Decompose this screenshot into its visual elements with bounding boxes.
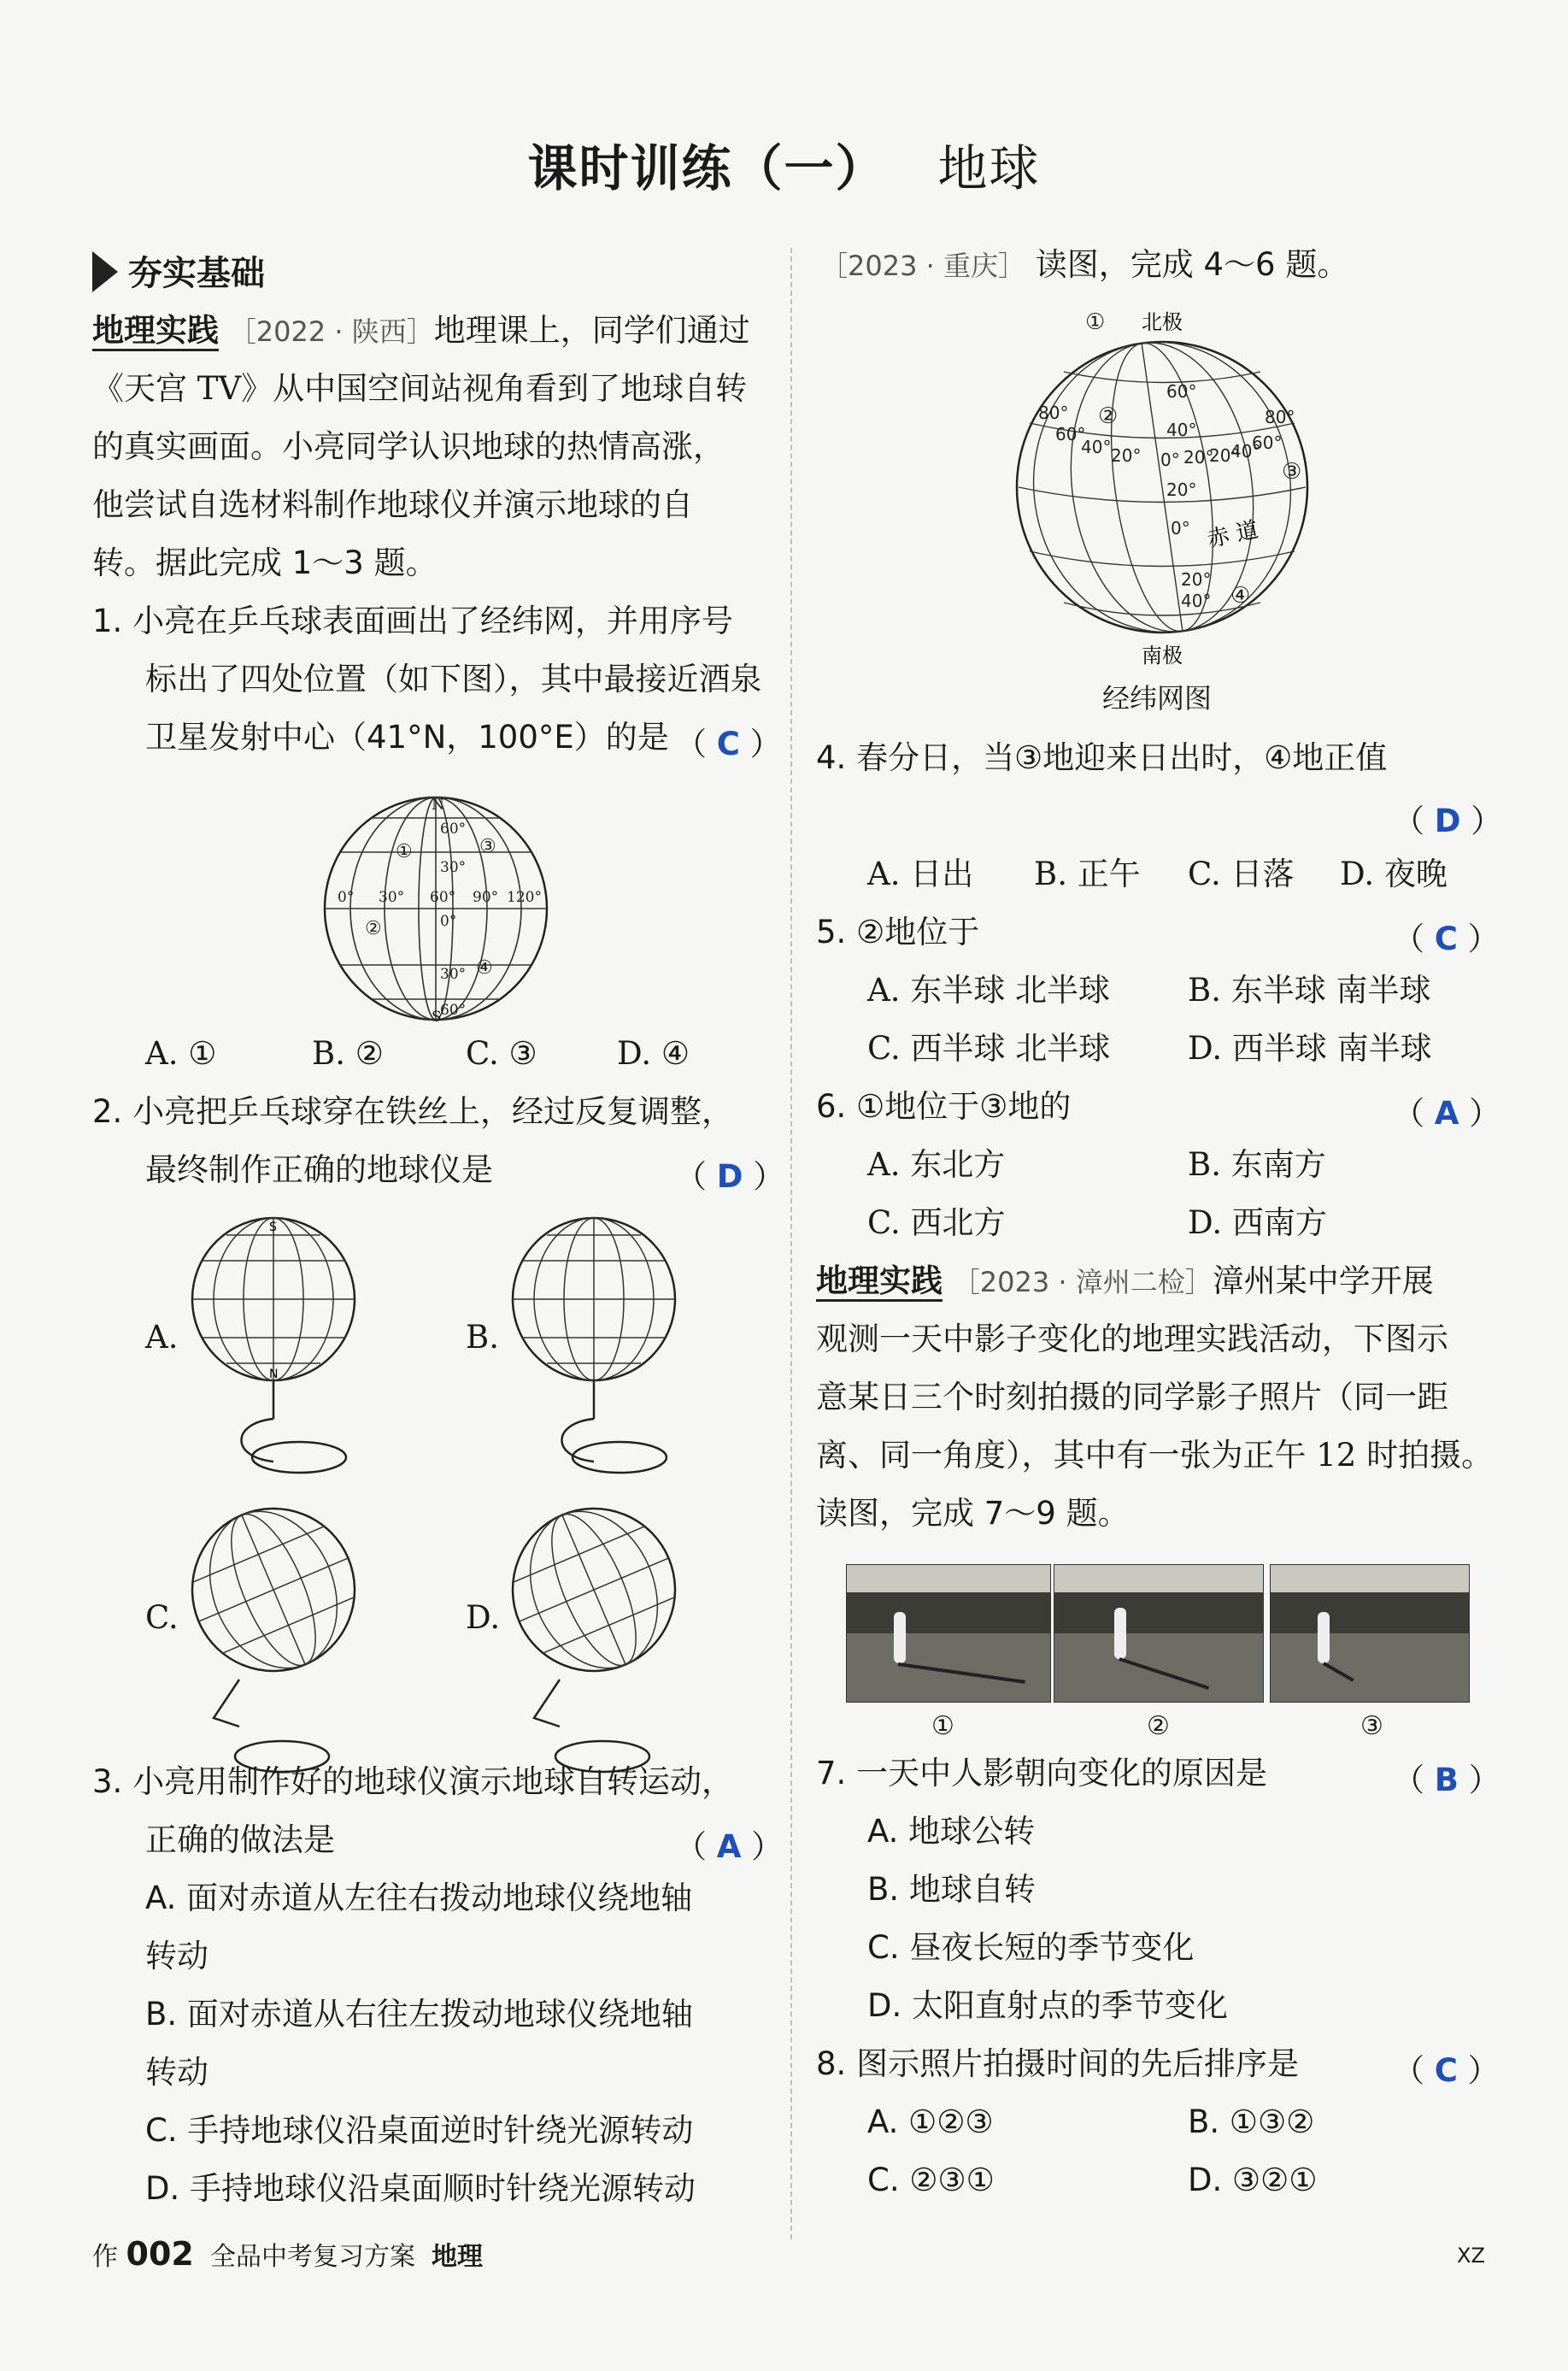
- q3-option-a-cont: 转动: [145, 1938, 208, 1974]
- intro-line: 转。据此完成 1～3 题。: [92, 544, 438, 581]
- point-1-label: ①: [1085, 309, 1106, 335]
- point-3-label: ③: [1282, 459, 1302, 485]
- q6-option-a: A. 东北方: [867, 1146, 1006, 1183]
- point-2-label: ②: [1098, 403, 1119, 429]
- q8-option-b: B. ①③②: [1188, 2103, 1315, 2140]
- intro-first-line: [92, 309, 750, 353]
- q2-answer: D: [716, 1158, 743, 1195]
- lat-label: 20°: [1166, 479, 1197, 500]
- lon-label: 40°: [1081, 437, 1112, 457]
- q6-option-b: B. 东南方: [1188, 1146, 1326, 1183]
- q1-answer-paren: （ C ）: [675, 726, 782, 762]
- lon-label: 30°: [379, 889, 405, 906]
- lat-label: 30°: [440, 859, 467, 876]
- lon-label: 20°: [1209, 445, 1240, 466]
- equator-label: 赤 道: [1205, 516, 1261, 553]
- lon-label: 20°: [1111, 445, 1142, 466]
- photo-3-label: ③: [1360, 1711, 1383, 1741]
- globe-b-label: B.: [466, 1319, 499, 1356]
- q3-answer-paren: （ A ）: [675, 1828, 784, 1865]
- point-1-label: ①: [396, 841, 413, 862]
- source-label: ［2023 · 重庆］: [820, 250, 1025, 282]
- lon-label: 60°: [430, 889, 456, 906]
- q6-option-c: C. 西北方: [867, 1204, 1006, 1241]
- q4-option-a: A. 日出: [867, 856, 974, 892]
- column-divider: [790, 248, 792, 2239]
- q1-answer: C: [716, 726, 740, 762]
- q1-option-d: D. ④: [617, 1035, 690, 1072]
- lon-label: 0°: [1160, 450, 1180, 470]
- lat-label: 60°: [1166, 381, 1197, 402]
- q7-option-c: C. 昼夜长短的季节变化: [867, 1929, 1195, 1966]
- lon-label: 0°: [338, 889, 355, 906]
- globe-d-label: D.: [466, 1599, 501, 1636]
- source-label: ［2023 · 漳州二检］: [952, 1266, 1213, 1298]
- q3-option-b: B. 面对赤道从右往左拨动地球仪绕地轴: [145, 1996, 693, 2033]
- lon-label: 60°: [1055, 424, 1086, 444]
- globe-d-icon: [500, 1504, 688, 1778]
- lat-label: 60°: [440, 1002, 467, 1019]
- photo-1-label: ①: [931, 1711, 954, 1741]
- q7-option-a: A. 地球公转: [867, 1813, 1036, 1850]
- q3-line: 3. 小亮用制作好的地球仪演示地球自转运动，: [92, 1763, 734, 1800]
- pole-label: S: [269, 1221, 277, 1234]
- book-title: 全品中考复习方案: [209, 2242, 415, 2272]
- lat-label: 0°: [440, 913, 457, 930]
- shadow-photo-3: [1270, 1564, 1470, 1703]
- section-label: 夯实基础: [128, 254, 265, 293]
- footer-code: XZ: [1457, 2244, 1485, 2268]
- intro-text: 漳州某中学开展: [1212, 1262, 1434, 1299]
- q4-answer: D: [1434, 803, 1461, 839]
- lat-label: 40°: [1181, 591, 1212, 611]
- shadow-photo-2: [1054, 1564, 1264, 1703]
- intro-line: 他尝试自选材料制作地球仪并演示地球的自: [92, 486, 693, 523]
- q5-option-c: C. 西半球 北半球: [867, 1030, 1111, 1067]
- q2-line: 最终制作正确的地球仪是: [145, 1151, 493, 1188]
- q1-option-b: B. ②: [312, 1035, 384, 1072]
- south-pole-label: 南极: [1142, 644, 1183, 668]
- q8-answer: C: [1434, 2052, 1458, 2089]
- lon-label: 120°: [507, 889, 542, 906]
- q5-option-a: A. 东半球 北半球: [867, 972, 1111, 1009]
- intro-text: 地理课上，同学们通过: [433, 312, 750, 349]
- section-triangle-icon: [92, 251, 118, 292]
- q4-question: 4. 春分日，当③地迎来日出时，④地正值: [816, 739, 1388, 776]
- globe-b-icon: [500, 1214, 688, 1479]
- q3-answer: A: [716, 1828, 742, 1865]
- page-footer: [92, 2235, 483, 2273]
- q7-option-d: D. 太阳直射点的季节变化: [867, 1987, 1229, 2024]
- q5-question: 5. ②地位于: [816, 914, 980, 950]
- lon-label: 80°: [1038, 403, 1069, 423]
- footer-prefix: 作: [92, 2242, 118, 2272]
- q7-answer: B: [1434, 1762, 1459, 1798]
- q4-option-c: C. 日落: [1188, 856, 1295, 892]
- q4-answer-paren: （ D ）: [1393, 803, 1503, 839]
- globe-c-label: C.: [145, 1599, 179, 1636]
- practice-tag: 地理实践: [816, 1262, 943, 1302]
- q1-line: 标出了四处位置（如下图），其中最接近酒泉: [145, 661, 762, 697]
- photo-2-label: ②: [1147, 1711, 1170, 1741]
- latlon-grid-figure: [991, 303, 1333, 697]
- q2-answer-paren: （ D ）: [675, 1158, 785, 1195]
- lon-label: 60°: [1252, 432, 1283, 453]
- q1-option-c: C. ③: [466, 1035, 537, 1072]
- lon-label: 20°: [1183, 447, 1214, 468]
- intro-text: 读图，完成 4～6 题。: [1035, 246, 1349, 283]
- q5-answer-paren: （ C ）: [1393, 921, 1500, 957]
- q3-option-a: A. 面对赤道从左往右拨动地球仪绕地轴: [145, 1880, 693, 1916]
- q1-globe-figure: [312, 791, 560, 1026]
- q1-line: 1. 小亮在乒乓球表面画出了经纬网，并用序号: [92, 603, 734, 639]
- north-pole-label: 北极: [1142, 310, 1183, 334]
- q6-option-d: D. 西南方: [1188, 1204, 1327, 1241]
- lon-label: 80°: [1265, 407, 1295, 427]
- q3-option-d: D. 手持地球仪沿桌面顺时针绕光源转动: [145, 2170, 696, 2207]
- q6-answer: A: [1434, 1095, 1459, 1132]
- q8-option-c: C. ②③①: [867, 2162, 995, 2198]
- point-4-label: ④: [1230, 583, 1251, 609]
- globe-c-icon: [179, 1504, 367, 1778]
- point-4-label: ④: [476, 957, 493, 979]
- q5-option-b: B. 东半球 南半球: [1188, 972, 1431, 1009]
- q4-option-d: D. 夜晚: [1340, 856, 1448, 892]
- lat-label: 60°: [440, 821, 467, 838]
- q4-option-b: B. 正午: [1034, 856, 1141, 892]
- intro-line: 观测一天中影子变化的地理实践活动，下图示: [816, 1321, 1448, 1357]
- q8-question: 8. 图示照片拍摄时间的先后排序是: [816, 2045, 1300, 2082]
- lon-label: 40°: [1230, 441, 1261, 462]
- south-label: S: [432, 1009, 442, 1026]
- q7-answer-paren: （ B ）: [1393, 1762, 1500, 1798]
- lat-label: 40°: [1166, 420, 1197, 440]
- q2-line: 2. 小亮把乒乓球穿在铁丝上，经过反复调整，: [92, 1093, 734, 1130]
- shadow-photo-1: [846, 1564, 1051, 1703]
- intro-line: 离、同一角度），其中有一张为正午 12 时拍摄。: [816, 1437, 1494, 1474]
- q1-line: 卫星发射中心（41°N，100°E）的是: [145, 719, 669, 756]
- q3-line: 正确的做法是: [145, 1821, 335, 1858]
- q8-option-a: A. ①②③: [867, 2103, 994, 2140]
- point-3-label: ③: [479, 836, 496, 857]
- intro-line: 意某日三个时刻拍摄的同学影子照片（同一距: [816, 1379, 1448, 1415]
- globe-a-icon: [179, 1214, 367, 1479]
- intro-line: 《天宫 TV》从中国空间站视角看到了地球自转: [92, 370, 748, 407]
- section-heading: [92, 246, 434, 297]
- right-intro: [820, 244, 1348, 287]
- page-title: [0, 128, 1568, 200]
- figure-caption: 经纬网图: [1102, 682, 1213, 715]
- practice2-first-line: [816, 1260, 1434, 1303]
- title-main: 课时训练（一）: [527, 139, 887, 197]
- q3-option-b-cont: 转动: [145, 2054, 208, 2091]
- lat-label: 0°: [1171, 518, 1190, 538]
- pole-label: N: [269, 1368, 279, 1381]
- point-2-label: ②: [365, 918, 382, 939]
- lat-label: 30°: [440, 966, 467, 983]
- q6-question: 6. ①地位于③地的: [816, 1088, 1072, 1125]
- q8-answer-paren: （ C ）: [1393, 2052, 1500, 2089]
- q5-answer: C: [1434, 921, 1458, 957]
- intro-line: 的真实画面。小亮同学认识地球的热情高涨，: [92, 428, 725, 465]
- q5-option-d: D. 西半球 南半球: [1188, 1030, 1432, 1067]
- subject-label: 地理: [432, 2242, 484, 2272]
- title-subject: 地球: [937, 139, 1041, 197]
- q7-option-b: B. 地球自转: [867, 1871, 1036, 1908]
- q8-option-d: D. ③②①: [1188, 2162, 1318, 2198]
- source-label: ［2022 · 陕西］: [228, 315, 434, 348]
- intro-line: 读图，完成 7～9 题。: [816, 1495, 1130, 1532]
- q6-answer-paren: （ A ）: [1393, 1095, 1501, 1132]
- lon-label: 90°: [473, 889, 499, 906]
- q1-option-a: A. ①: [145, 1035, 217, 1072]
- page-number: 002: [126, 2235, 194, 2273]
- q7-question: 7. 一天中人影朝向变化的原因是: [816, 1755, 1268, 1791]
- lat-label: 20°: [1181, 569, 1212, 590]
- globe-a-label: A.: [145, 1319, 179, 1356]
- practice-tag: 地理实践: [92, 312, 219, 351]
- q3-option-c: C. 手持地球仪沿桌面逆时针绕光源转动: [145, 2112, 694, 2149]
- north-label: N: [432, 797, 444, 814]
